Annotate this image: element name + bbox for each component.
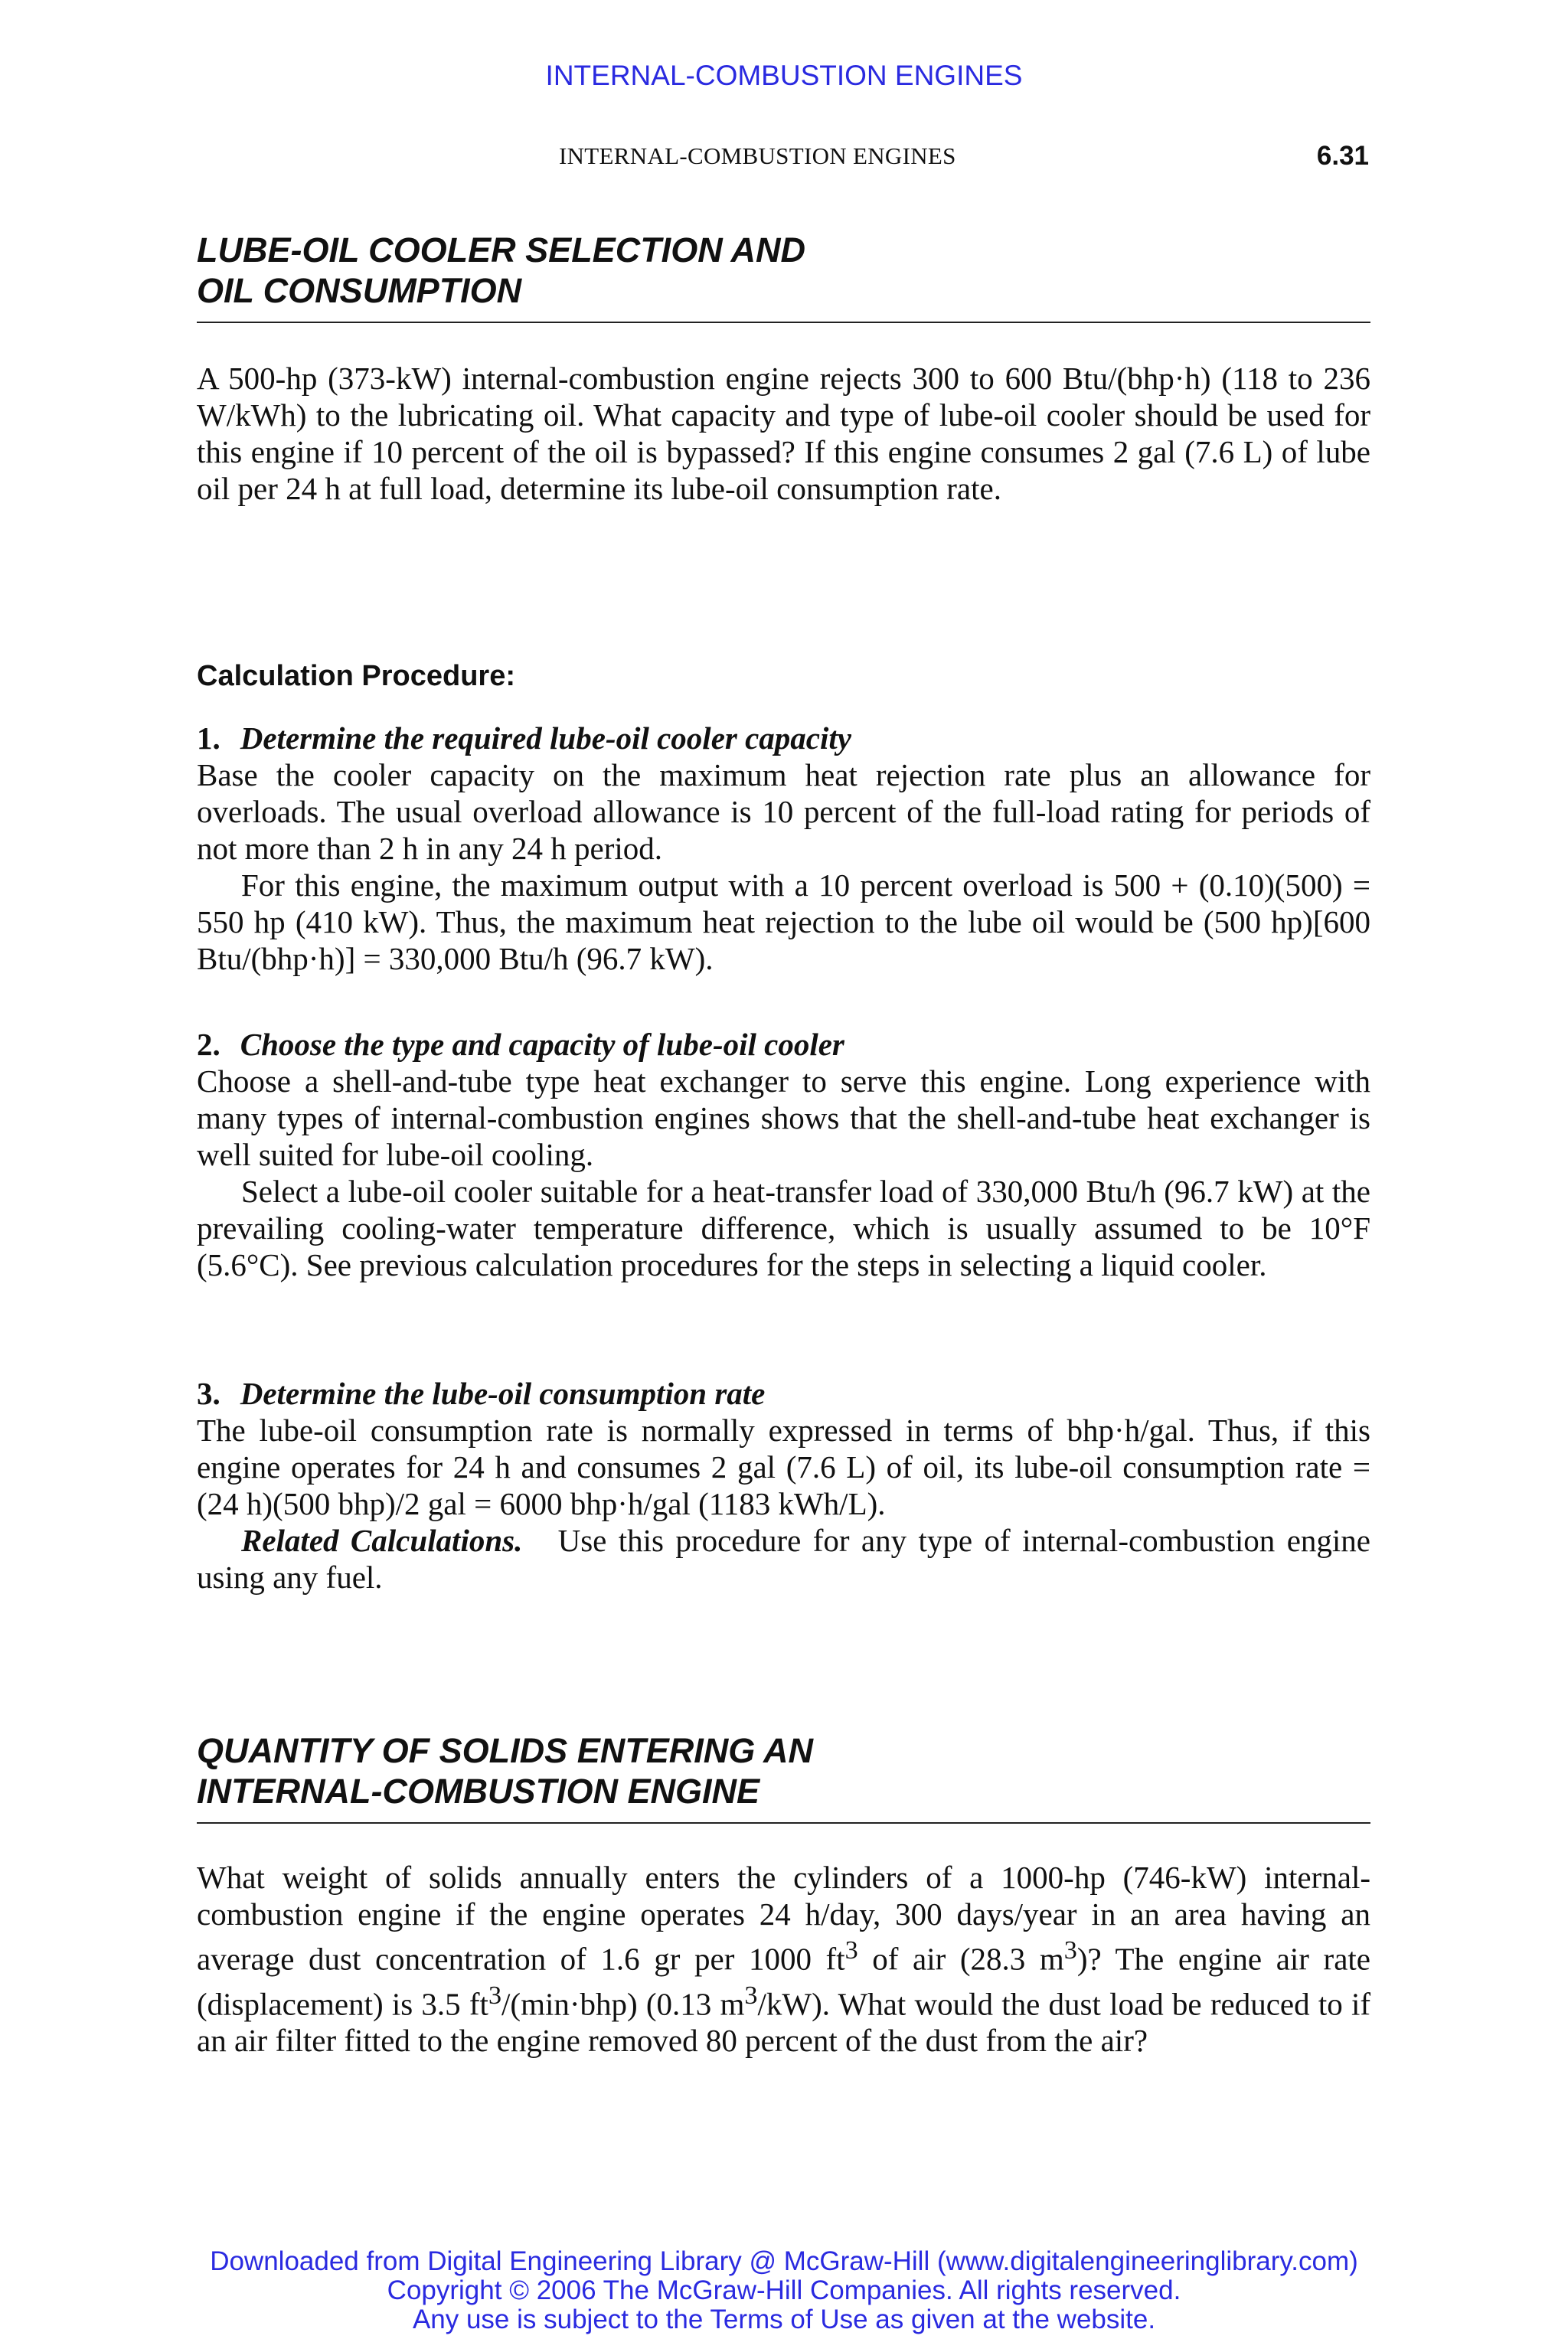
running-head: INTERNAL-COMBUSTION ENGINES	[559, 142, 956, 169]
problem-text	[197, 1859, 1370, 2059]
page-number: 6.31	[1316, 141, 1369, 171]
step-heading	[197, 720, 1370, 756]
step-2	[197, 1026, 1370, 1283]
problem-text-part: /(min·bhp) (0.13 m	[501, 1986, 745, 2022]
step-paragraph: For this engine, the maximum output with a 10 percent overload is 500 + (0.10)(500) = 550 hp (410 kW). Thus, the maximum heat rejection to the lube oil would be (500 hp)[600 Btu/(bhp·h)] = 330,000 Btu/h (96.7 kW).	[197, 867, 1370, 976]
footer	[0, 2247, 1568, 2334]
procedure-label: Calculation Procedure:	[197, 660, 515, 692]
step-title: Choose the type and capacity of lube-oil cooler	[240, 1027, 844, 1062]
problem-text-part: of air (28.3 m	[858, 1941, 1064, 1977]
step-1	[197, 720, 1370, 977]
calculation-procedure	[197, 660, 1370, 693]
footer-copyright[interactable]: Copyright © 2006 The McGraw-Hill Companies. All rights reserved.	[387, 2275, 1181, 2305]
problem-statement-2	[197, 1859, 1370, 2059]
related-text: Use this procedure for any type of internal-combustion engine using any fuel.	[197, 1523, 1370, 1595]
step-title: Determine the required lube-oil cooler capacity	[240, 720, 851, 756]
step-number: 2.	[197, 1027, 220, 1062]
problem-text-part: /kW). What would the dust load be reduced to if an air filter fitted to the engine removed 80 percent of the dust from the air?	[197, 1986, 1370, 2059]
step-heading	[197, 1375, 1370, 1412]
step-paragraph: Select a lube-oil cooler suitable for a heat-transfer load of 330,000 Btu/h (96.7 kW) at the prevailing cooling-water temperature difference, which is usually assumed to be 10°F (5.6°C). See previous calculation procedures for the steps in selecting a liquid cooler.	[197, 1174, 1370, 1282]
step-3	[197, 1375, 1370, 1596]
superscript: 3	[1063, 1936, 1077, 1965]
step-title: Determine the lube-oil consumption rate	[240, 1376, 766, 1411]
section-title-solids	[197, 1730, 1370, 1824]
section-title-line: QUANTITY OF SOLIDS ENTERING AN	[197, 1731, 814, 1770]
top-chapter-link[interactable]: INTERNAL-COMBUSTION ENGINES	[545, 60, 1023, 91]
footer-download-link[interactable]: Downloaded from Digital Engineering Library @ McGraw-Hill (www.digitalengineeringlibrary.com)	[210, 2246, 1358, 2276]
footer-terms[interactable]: Any use is subject to the Terms of Use as given at the website.	[412, 2305, 1156, 2334]
problem-statement	[197, 360, 1370, 507]
superscript: 3	[844, 1936, 858, 1965]
section-title-line: INTERNAL-COMBUSTION ENGINE	[197, 1772, 760, 1811]
superscript: 3	[488, 1981, 502, 2010]
section-title-lube-oil	[197, 230, 1370, 323]
problem-text-part: What weight of solids annually enters the cylinders of a 1000-hp (746-kW) internal-combustion engine if the engine operates 24 h/day, 300 days/year in an area having an average dust concentration of 1.6 gr per 1000 ft	[197, 1860, 1370, 1977]
problem-text: A 500-hp (373-kW) internal-combustion engine rejects 300 to 600 Btu/(bhp·h) (118 to 236 W/kWh) to the lubricating oil. What capacity and type of lube-oil cooler should be used for this engine if 10 percent of the oil is bypassed? If this engine consumes 2 gal (7.6 L) of lube oil per 24 h at full load, determine its lube-oil consumption rate.	[197, 361, 1370, 506]
related-calculations	[197, 1522, 1370, 1596]
step-paragraph: The lube-oil consumption rate is normally expressed in terms of bhp·h/gal. Thus, if this engine operates for 24 h and consumes 2 gal (7.6 L) of oil, its lube-oil consumption rate = (24 h)(500 bhp)/2 gal = 6000 bhp·h/gal (1183 kWh/L).	[197, 1413, 1370, 1521]
step-paragraph: Base the cooler capacity on the maximum heat rejection rate plus an allowance for overloads. The usual overload allowance is 10 percent of the full-load rating for periods of not more than 2 h in any 24 h period.	[197, 757, 1370, 866]
step-heading	[197, 1026, 1370, 1063]
problem-text-part: )? The engine air rate (displacement) is 3.5 ft	[197, 1941, 1370, 2022]
related-label: Related Calculations.	[241, 1523, 523, 1558]
section-title-line: OIL CONSUMPTION	[197, 271, 522, 310]
section-title-line: LUBE-OIL COOLER SELECTION AND	[197, 230, 806, 270]
superscript: 3	[744, 1981, 758, 2010]
step-number: 3.	[197, 1376, 220, 1411]
step-paragraph: Choose a shell-and-tube type heat exchanger to serve this engine. Long experience with many types of internal-combustion engines shows that the shell-and-tube heat exchanger is well suited for lube-oil cooling.	[197, 1063, 1370, 1172]
step-number: 1.	[197, 720, 220, 756]
